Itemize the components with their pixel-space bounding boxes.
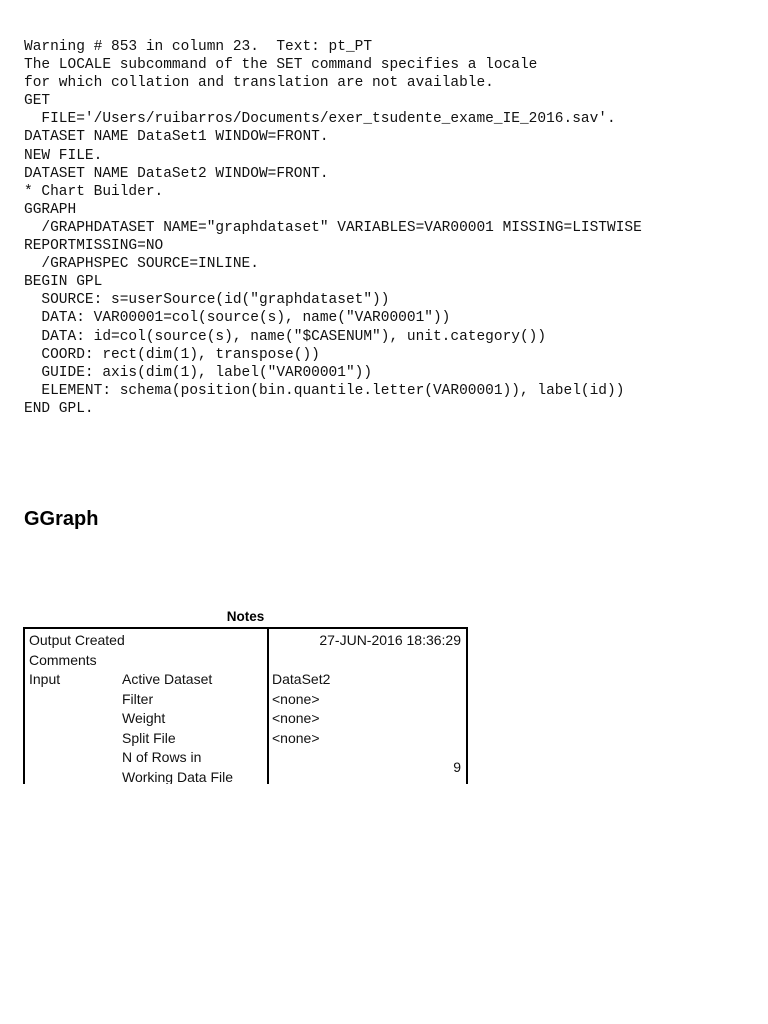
filter-value: <none>: [272, 690, 320, 707]
split-file-value: <none>: [272, 729, 320, 746]
syntax-log: [24, 38, 642, 418]
weight-value: <none>: [272, 710, 320, 726]
n-rows-value: 9: [453, 759, 461, 775]
syntax-line: Warning # 853 in column 23. Text: pt_PT: [24, 39, 373, 55]
syntax-line: NEW FILE.: [24, 147, 103, 164]
syntax-line: GGRAPH: [24, 201, 77, 218]
syntax-line: BEGIN GPL: [24, 274, 103, 291]
syntax-line: ELEMENT: schema(position(bin.quantile.letter(VAR00001)), label(id)): [24, 382, 625, 399]
syntax-line: REPORTMISSING=NO: [24, 238, 164, 255]
active-dataset-value: DataSet2: [272, 671, 331, 687]
output-created-value: 27-JUN-2016 18:36:29: [319, 632, 461, 648]
n-rows-label-line2: Working Data File: [122, 768, 234, 784]
filter-label: Filter: [122, 690, 154, 707]
syntax-line: DATASET NAME DataSet1 WINDOW=FRONT.: [24, 129, 329, 146]
section-heading: GGraph: [24, 508, 99, 530]
syntax-line: /GRAPHSPEC SOURCE=INLINE.: [24, 256, 259, 273]
active-dataset-label: Active Dataset: [122, 671, 213, 687]
syntax-line: * Chart Builder.: [24, 183, 164, 200]
syntax-line: COORD: rect(dim(1), transpose()): [24, 346, 320, 363]
n-rows-label-line1: N of Rows in: [122, 749, 202, 765]
notes-caption: Notes: [226, 609, 265, 624]
syntax-line: DATA: VAR00001=col(source(s), name("VAR00001")): [24, 310, 451, 327]
syntax-line: /GRAPHDATASET NAME="graphdataset" VARIABLES=VAR00001 MISSING=LISTWISE: [24, 219, 642, 236]
syntax-line: END GPL.: [24, 400, 94, 417]
syntax-line: GET: [24, 93, 51, 110]
syntax-line: GUIDE: axis(dim(1), label("VAR00001")): [24, 364, 373, 381]
split-file-label: Split File: [122, 729, 176, 746]
output-created-label: Output Created: [29, 632, 125, 648]
weight-label: Weight: [122, 710, 166, 726]
notes-table: [23, 627, 468, 784]
comments-label: Comments: [29, 651, 97, 668]
syntax-line: SOURCE: s=userSource(id("graphdataset")): [24, 292, 390, 309]
syntax-line: FILE='/Users/ruibarros/Documents/exer_tsudente_exame_IE_2016.sav'.: [24, 111, 616, 128]
syntax-line: The LOCALE subcommand of the SET command specifies a locale: [24, 57, 538, 74]
column-divider: [267, 629, 269, 784]
syntax-line: DATASET NAME DataSet2 WINDOW=FRONT.: [24, 165, 329, 182]
input-label: Input: [29, 671, 61, 687]
syntax-line: DATA: id=col(source(s), name("$CASENUM"), unit.category()): [24, 328, 547, 345]
syntax-line: for which collation and translation are not available.: [24, 75, 494, 92]
